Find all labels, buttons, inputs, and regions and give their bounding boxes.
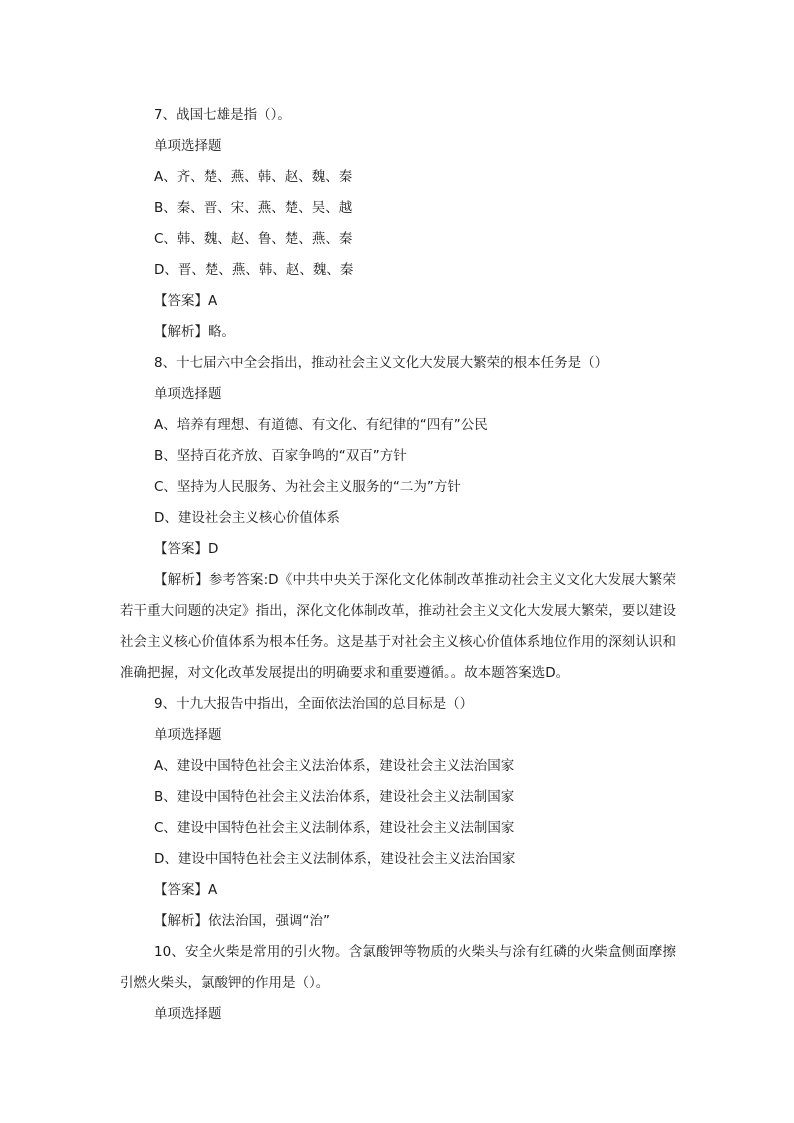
- question-8-option-a: A、培养有理想、有道德、有文化、有纪律的“四有”公民: [154, 417, 488, 433]
- question-7-option-b: B、秦、晋、宋、燕、楚、吴、越: [154, 200, 353, 216]
- question-9-type: 单项选择题: [154, 727, 222, 743]
- question-list: [120, 100, 676, 1030]
- question-10-stem: 10、安全火柴是常用的引火物。含氯酸钾等物质的火柴头与涂有红磷的火柴盒侧面摩擦引燃火柴头，氯酸钾的作用是（）。: [120, 944, 676, 991]
- question-7-option-c: C、韩、魏、赵、鲁、楚、燕、秦: [154, 231, 353, 247]
- question-8-option-d: D、建设社会主义核心价值体系: [154, 510, 340, 526]
- question-10-type: 单项选择题: [154, 1006, 222, 1022]
- question-9-stem: 9、十九大报告中指出，全面依法治国的总目标是（）: [154, 696, 474, 712]
- question-9-option-c: C、建设中国特色社会主义法制体系，建设社会主义法制国家: [154, 820, 515, 836]
- question-7-type: 单项选择题: [154, 138, 222, 154]
- question-9-answer: 【答案】A: [154, 882, 218, 898]
- question-9-option-d: D、建设中国特色社会主义法制体系，建设社会主义法治国家: [154, 851, 516, 867]
- question-7-stem: 7、战国七雄是指（）。: [154, 107, 291, 123]
- question-8-option-c: C、坚持为人民服务、为社会主义服务的“二为”方针: [154, 479, 461, 495]
- question-7-answer: 【答案】A: [154, 293, 218, 309]
- question-8-answer: 【答案】D: [154, 541, 219, 557]
- question-9-analysis: 【解析】依法治国，强调“治”: [154, 913, 330, 929]
- question-7-option-d: D、晋、楚、燕、韩、赵、魏、秦: [154, 262, 354, 278]
- question-7-option-a: A、齐、楚、燕、韩、赵、魏、秦: [154, 169, 353, 185]
- question-8-analysis: 【解析】参考答案:D《中共中央关于深化文化体制改革推动社会主义文化大发展大繁荣若干重大问题的决定》指出，深化文化体制改革，推动社会主义文化大发展大繁荣，要以建设社会主义核心价值体系为根本任务。这是基于对社会主义核心价值体系地位作用的深刻认识和准确把握，对文化改革发展提出的明确要求和重要遵循。。故本题答案选D。: [120, 572, 676, 681]
- question-8-type: 单项选择题: [154, 386, 222, 402]
- question-7-analysis: 【解析】略。: [154, 324, 235, 340]
- question-9-option-a: A、建设中国特色社会主义法治体系，建设社会主义法治国家: [154, 758, 515, 774]
- question-8-option-b: B、坚持百花齐放、百家争鸣的“双百”方针: [154, 448, 407, 464]
- question-9-option-b: B、建设中国特色社会主义法治体系，建设社会主义法制国家: [154, 789, 515, 805]
- question-8-stem: 8、十七届六中全会指出，推动社会主义文化大发展大繁荣的根本任务是（）: [154, 355, 609, 371]
